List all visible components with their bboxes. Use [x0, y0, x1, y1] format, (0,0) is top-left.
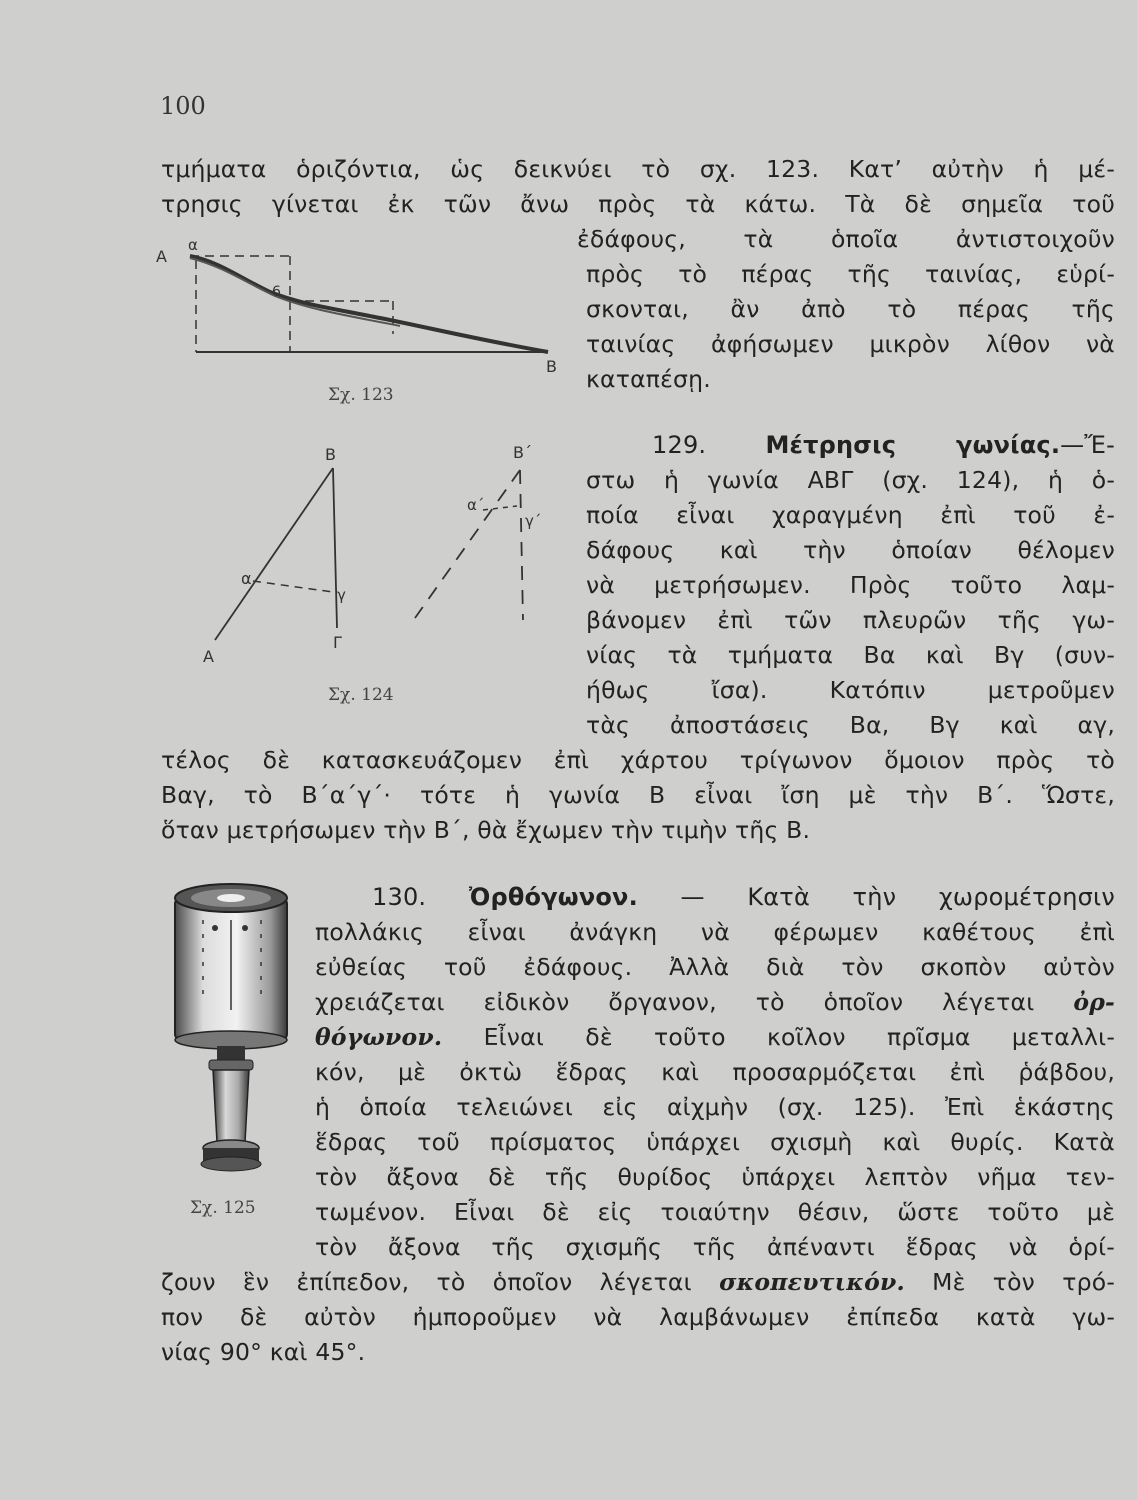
text-line: σκονται, ἂν ἀπὸ τὸ πέρας τῆς	[586, 295, 1115, 323]
text-span: ζουν ἓν ἐπίπεδον, τὸ ὁποῖον λέγεται	[161, 1268, 692, 1296]
text-line: Βαγ, τὸ Β΄α΄γ΄· τότε ἡ γωνία Β εἶναι ἴση μὲ τὴν Β΄. Ὥστε,	[161, 781, 1115, 809]
figure-124-caption: Σχ. 124	[328, 685, 394, 705]
text-line: τὰς ἀποστάσεις Βα, Βγ καὶ αγ,	[586, 711, 1115, 739]
figure-125	[165, 880, 300, 1180]
text-line	[315, 985, 1115, 1019]
label-alpha: α	[241, 569, 252, 588]
section-title: Ὀρθόγωνον.	[468, 883, 638, 911]
section-number: 129.	[652, 431, 707, 459]
text-line: τὸν ἄξονα τῆς σχισμῆς τῆς ἀπέναντι ἕδρας νὰ ὁρί-	[315, 1233, 1115, 1261]
label-B: B	[325, 445, 336, 464]
text-line: τὸν ἄξονα δὲ τῆς θυρίδος ὑπάρχει λεπτὸν νῆμα τεν-	[315, 1163, 1115, 1191]
figure-123	[150, 230, 570, 380]
text-line: νίας τὰ τμήματα Βα καὶ Βγ (συν-	[586, 641, 1115, 669]
text-line: τέλος δὲ κατασκευάζομεν ἐπὶ χάρτου τρίγωνον ὅμοιον πρὸς τὸ	[161, 746, 1115, 774]
text-line: δάφους καὶ τὴν ὁποίαν θέλομεν	[586, 536, 1115, 564]
section-number: 130.	[372, 883, 427, 911]
page-number: 100	[160, 92, 206, 120]
text-line: καταπέσῃ.	[586, 365, 711, 393]
label-gamma: γ	[337, 586, 346, 604]
text-line: νὰ μετρήσωμεν. Πρὸς τοῦτο λαμ-	[586, 571, 1115, 599]
text-line: εὐθείας τοῦ ἐδάφους. Ἀλλὰ διὰ τὸν σκοπὸν αὐτὸν	[315, 953, 1115, 981]
text-line: πρὸς τὸ πέρας τῆς ταινίας, εὑρί-	[586, 260, 1115, 288]
text-line: τωμένον. Εἶναι δὲ εἰς τοιαύτην θέσιν, ὥστε τοῦτο μὲ	[315, 1198, 1115, 1226]
term-skopeutikon: σκοπευτικόν.	[719, 1268, 905, 1296]
section-129-heading	[652, 428, 1115, 462]
text-line: πον δὲ αὐτὸν ἠμποροῦμεν νὰ λαμβάνωμεν ἐπίπεδα κατὰ γω-	[161, 1303, 1115, 1331]
text-line: στω ἡ γωνία ΑΒΓ (σχ. 124), ἡ ὁ-	[586, 466, 1115, 494]
label-alpha-prime: α΄	[467, 496, 485, 514]
text-line: νίας 90° καὶ 45°.	[161, 1338, 366, 1366]
term-orthogonon: ὀρ-	[1073, 988, 1115, 1016]
text-span: Εἶναι δὲ τοῦτο κοῖλον πρῖσμα μεταλλι-	[483, 1023, 1116, 1051]
section-title: Μέτρησις γωνίας.	[765, 431, 1061, 459]
figure-123-caption: Σχ. 123	[328, 385, 394, 405]
text-span: —Ἔ-	[1060, 431, 1115, 459]
text-line	[315, 1020, 1115, 1054]
text-line: κόν, μὲ ὀκτὼ ἕδρας καὶ προσαρμόζεται ἐπὶ ῥάβδου,	[315, 1058, 1115, 1086]
text-line: βάνομεν ἐπὶ τῶν πλευρῶν τῆς γω-	[586, 606, 1115, 634]
label-B: B	[546, 357, 557, 376]
text-line	[161, 1265, 1115, 1299]
label-a: α	[188, 236, 198, 254]
label-b: 6	[272, 284, 281, 300]
section-130-heading	[372, 880, 1115, 914]
term-orthogonon: θόγωνον.	[315, 1023, 443, 1051]
text-line: ταινίας ἀφήσωμεν μικρὸν λίθον νὰ	[586, 330, 1115, 358]
text-span: — Κατὰ τὴν χωρομέτρησιν	[680, 883, 1115, 911]
label-Gamma: Γ	[333, 633, 342, 652]
text-line: πολλάκις εἶναι ἀνάγκη νὰ φέρωμεν καθέτους ἐπὶ	[315, 918, 1115, 946]
label-gamma-prime: γ΄	[525, 512, 542, 530]
label-A: A	[156, 247, 167, 266]
text-span: χρειάζεται εἰδικὸν ὄργανον, τὸ ὁποῖον λέγεται	[315, 988, 1035, 1016]
label-A: A	[203, 647, 214, 666]
text-line: ἐδάφους, τὰ ὁποῖα ἀντιστοιχοῦν	[577, 225, 1115, 253]
text-line: ἡ ὁποία τελειώνει εἰς αἰχμὴν (σχ. 125). Ἐπὶ ἑκάστης	[315, 1093, 1115, 1121]
figure-125-caption: Σχ. 125	[190, 1198, 256, 1218]
text-line: τμήματα ὁριζόντια, ὡς δεικνύει τὸ σχ. 123. Κατ’ αὐτὴν ἡ μέ-	[161, 155, 1115, 183]
text-line: ἕδρας τοῦ πρίσματος ὑπάρχει σχισμὴ καὶ θυρίς. Κατὰ	[315, 1128, 1115, 1156]
text-span: Μὲ τὸν τρό-	[932, 1268, 1116, 1296]
label-B-prime: B΄	[513, 443, 532, 462]
text-line: τρησις γίνεται ἐκ τῶν ἄνω πρὸς τὰ κάτω. Τὰ δὲ σημεῖα τοῦ	[161, 190, 1115, 218]
text-line: ποία εἶναι χαραγμένη ἐπὶ τοῦ ἐ-	[586, 501, 1115, 529]
text-line: ήθως ἴσα). Κατόπιν μετροῦμεν	[586, 676, 1115, 704]
figure-124	[195, 440, 565, 670]
text-line: ὅταν μετρήσωμεν τὴν Β΄, θὰ ἔχωμεν τὴν τιμὴν τῆς Β.	[161, 816, 811, 844]
